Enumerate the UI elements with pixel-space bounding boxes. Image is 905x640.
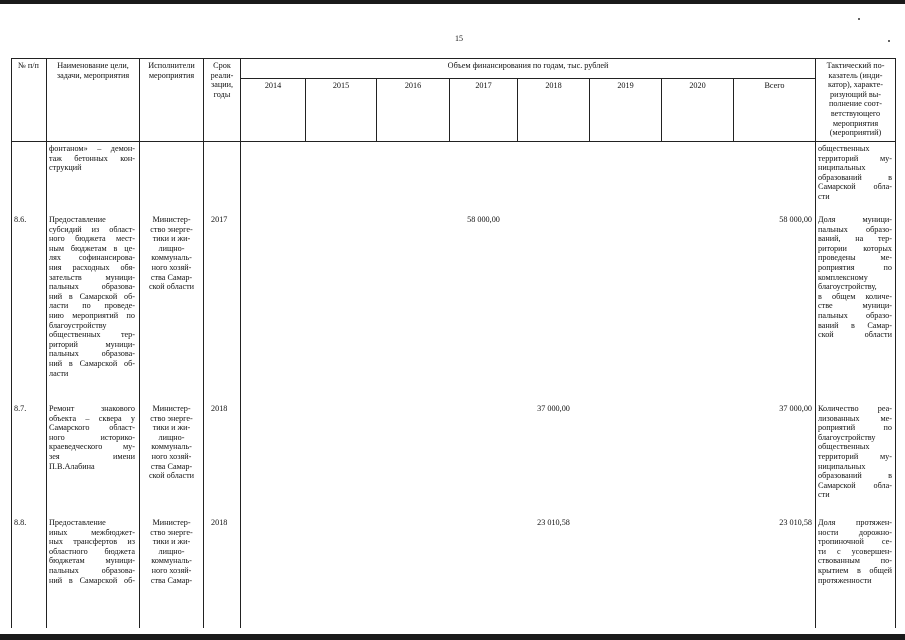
scan-speck [888,40,890,42]
row-8-6-term: 2017 [211,215,228,224]
row-8-7-term: 2018 [211,404,228,413]
row-8-7-executor: Министер- ство энерге- тики и жи- лищно- коммуналь- ного хозяй- ства Самар- ской области [148,404,195,481]
row-8-6-num: 8.6. [14,215,27,224]
col-rule [895,58,896,628]
row-8-8-num: 8.8. [14,518,27,527]
header-executors: Исполнители мероприятия [148,61,195,80]
funding-table [11,58,895,628]
header-total: Всего [764,81,785,90]
row-8-6-indicator: Доля муници- пальных образо- ваний, на тер- ритории которых проведены ме- роприятия по комплексному благоустройству, в общем количе- стве муници- пальных образо- ваний в Самар- ской области [818,215,892,340]
continuation-name: фонтаном» – демон- таж бетонных кон- струкций [49,144,135,173]
row-8-8-name: Предоставление иных межбюджет- ных трансфертов из областного бюджета бюджетам муници- пальных образова- ний в Самарской об- [49,518,135,585]
header-year-2015: 2015 [332,81,350,90]
row-8-7-num: 8.7. [14,404,27,413]
continuation-indicator: общественных территорий му- ниципальных образований в Самарской обла- сти [818,144,892,201]
header-year-2016: 2016 [404,81,422,90]
row-8-6-total: 58 000,00 [779,215,812,224]
col-rule [240,58,241,628]
row-8-8-executor: Министер- ство энерге- тики и жи- лищно- коммуналь- ного хозяй- ства Самар- [150,518,193,585]
top-border-bar [0,0,905,4]
row-8-7-name: Ремонт знакового объекта – сквера у Самарского област- ного историко- краеведческого му- зея имени П.В.Алабина [49,404,135,471]
col-rule [815,58,816,628]
row-8-6-amount-2017: 58 000,00 [467,215,500,224]
table-top-rule [11,58,895,59]
header-funding: Объем финансирования по годам, тыс. рублей [447,61,609,70]
row-8-7-indicator: Количество реа- лизованных ме- роприятий по благоустройству общественных территорий му- ниципальных образований в Самарской обла- сти [818,404,892,500]
col-rule [46,58,47,628]
page-number: 15 [455,34,463,43]
col-rule [203,58,204,628]
header-term: Срок реали- зации, годы [210,61,234,99]
years-header-rule [240,78,815,79]
header-year-2017: 2017 [475,81,492,90]
col-rule [11,58,12,628]
row-8-8-amount-2018: 23 010,58 [537,518,570,527]
header-year-2014: 2014 [264,81,282,90]
header-year-2018: 2018 [545,81,562,90]
row-8-8-indicator: Доля протяжен- ности дорожно- тропиночной се- ти с усовершен- ствованным по- крытием в общей протяженности [818,518,892,585]
row-8-6-executor: Министер- ство энерге- тики и жи- лищно- коммуналь- ного хозяй- ства Самар- ской области [148,215,195,292]
row-8-7-amount-2018: 37 000,00 [537,404,570,413]
header-year-2019: 2019 [617,81,634,90]
header-bottom-rule [11,141,895,142]
header-num: № п/п [18,61,39,70]
header-year-2020: 2020 [689,81,706,90]
scan-speck [858,18,860,20]
row-8-8-total: 23 010,58 [779,518,812,527]
row-8-7-total: 37 000,00 [779,404,812,413]
header-name: Наименование цели, задачи, мероприятия [56,61,130,80]
bottom-border-bar [0,634,905,640]
row-8-8-term: 2018 [211,518,228,527]
header-indicator: Тактический по- казатель (инди- катор), характе- ризующий вы- полнение соот- ветствующего мероприятия (мероприятий) [826,61,885,138]
row-8-6-name: Предоставление субсидий из област- ного бюджета мест- ным бюджетам в це- лях софинансирова- ния расходных обя- зательств муници- пальных образова- ний в Самарской об- ласти по проведе- нию мероприятий по благоустройству общественных тер- риторий муници- пальных образова- ний в Самарской об- ласти [49,215,135,378]
